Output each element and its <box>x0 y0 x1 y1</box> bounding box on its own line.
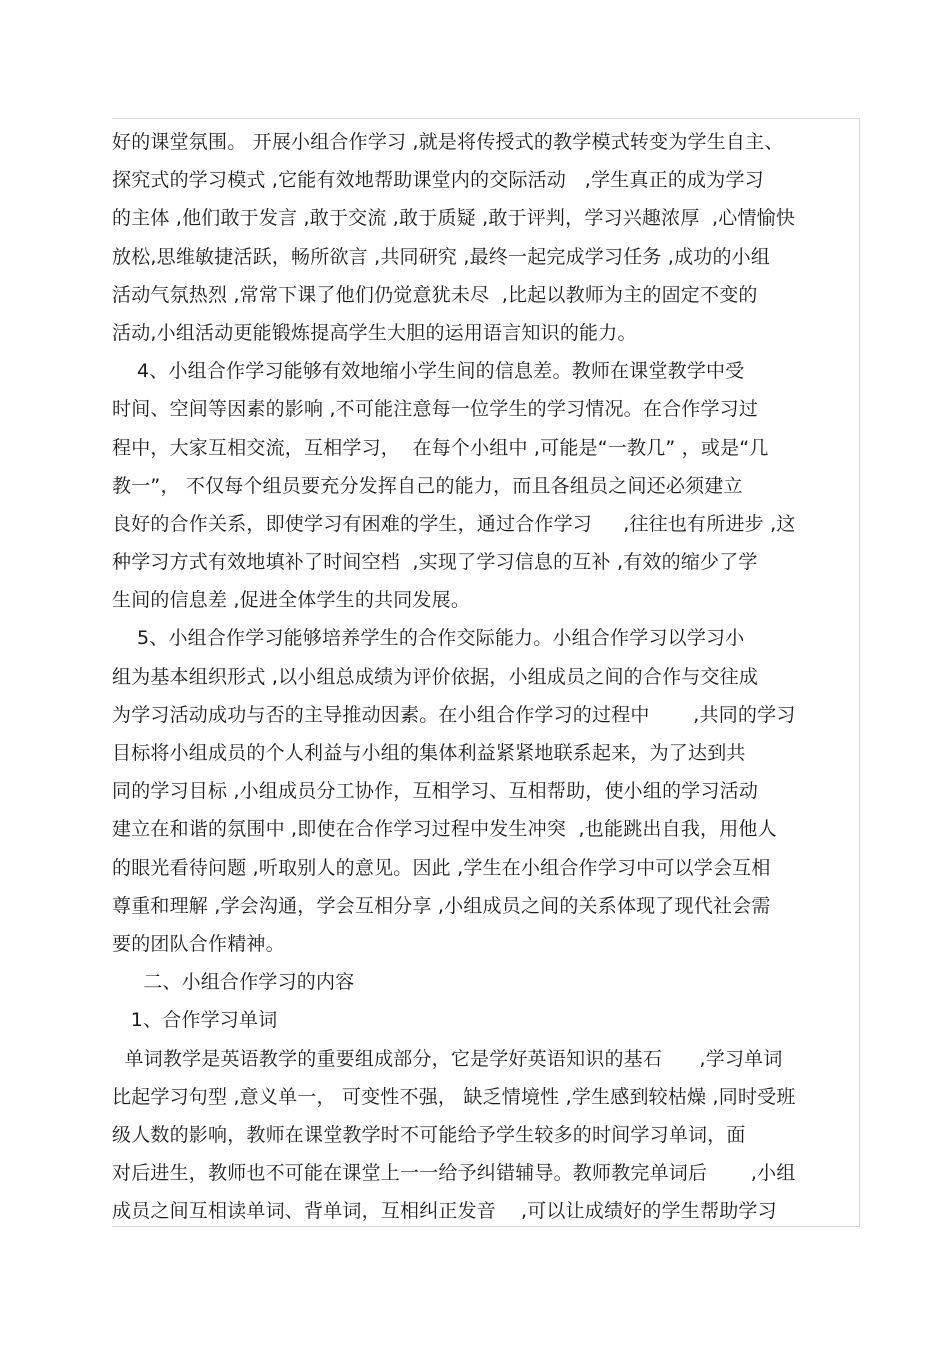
text-line: 单词教学是英语教学的重要组成部分，它是学好英语知识的基石 ,学习单词 <box>112 1047 783 1070</box>
text-line: 成员之间互相读单词、背单词，互相纠正发音 ,可以让成绩好的学生帮助学习 <box>112 1200 777 1223</box>
text-line: 活动,小组活动更能锻炼提高学生大胆的运用语言知识的能力。 <box>112 321 637 344</box>
text-line: 生间的信息差 ,促进全体学生的共同发展。 <box>112 589 471 612</box>
text-line: 为学习活动成功与否的主导推动因素。在小组合作学习的过程中 ,共同的学习 <box>112 703 796 726</box>
text-line: 时间、空间等因素的影响 ,不可能注意每一位学生的学习情况。在合作学习过 <box>112 398 759 421</box>
text-line: 对后进生，教师也不可能在课堂上一一给予纠错辅导。教师教完单词后 ,小组 <box>112 1162 796 1185</box>
text-line: 5、小组合作学习能够培养学生的合作交际能力。小组合作学习以学习小 <box>112 627 745 650</box>
text-line: 的眼光看待问题 ,听取别人的意见。因此 ,学生在小组合作学习中可以学会互相 <box>112 856 771 879</box>
text-line: 组为基本组织形式 ,以小组总成绩为评价依据，小组成员之间的合作与交往成 <box>112 665 759 688</box>
text-line: 目标将小组成员的个人利益与小组的集体利益紧紧地联系起来，为了达到共 <box>112 742 746 764</box>
text-line: 要的团队合作精神。 <box>112 932 285 955</box>
text-line: 放松,思维敏捷活跃，畅所欲言 ,共同研究 ,最终一起完成学习任务 ,成功的小组 <box>112 245 771 268</box>
subsection-heading: 1、合作学习单词 <box>112 1009 278 1032</box>
text-line: 同的学习目标 ,小组成员分工协作，互相学习、互相帮助，使小组的学习活动 <box>112 780 759 803</box>
text-line: 4、小组合作学习能够有效地缩小学生间的信息差。教师在课堂教学中受 <box>112 360 745 383</box>
text-line: 程中，大家互相交流，互相学习， 在每个小组中 ,可能是“一教几” ，或是“几 <box>112 436 769 459</box>
document-body <box>112 123 872 1230</box>
text-line: 探究式的学习模式 ,它能有效地帮助课堂内的交际活动 ,学生真正的成为学习 <box>112 169 764 192</box>
text-line: 教一”， 不仅每个组员要充分发挥自己的能力，而且各组员之间还必须建立 <box>112 474 743 497</box>
text-line: 好的课堂氛围。 开展小组合作学习 ,就是将传授式的教学模式转变为学生自主、 <box>112 131 784 153</box>
text-line: 种学习方式有效地填补了时间空档 ,实现了学习信息的互补 ,有效的缩少了学 <box>112 551 758 574</box>
text-line: 级人数的影响，教师在课堂教学时不可能给予学生较多的时间学习单词，面 <box>112 1123 746 1146</box>
text-line: 的主体 ,他们敢于发言 ,敢于交流 ,敢于质疑 ,敢于评判，学习兴趣浓厚 ,心情愉快 <box>112 207 796 230</box>
text-line: 建立在和谐的氛围中 ,即使在合作学习过程中发生冲突 ,也能跳出自我，用他人 <box>112 818 777 841</box>
text-line: 比起学习句型 ,意义单一， 可变性不强， 缺乏情境性 ,学生感到较枯燥 ,同时受班 <box>112 1085 796 1108</box>
text-line: 尊重和理解 ,学会沟通，学会互相分享 ,小组成员之间的关系体现了现代社会需 <box>112 894 771 917</box>
text-line: 良好的合作关系，即使学习有困难的学生，通过合作学习 ,往往也有所进步 ,这 <box>112 512 796 535</box>
text-line: 活动气氛热烈 ,常常下课了他们仍觉意犹未尽 ,比起以教师为主的固定不变的 <box>112 283 758 306</box>
section-heading: 二、小组合作学习的内容 <box>112 971 355 994</box>
